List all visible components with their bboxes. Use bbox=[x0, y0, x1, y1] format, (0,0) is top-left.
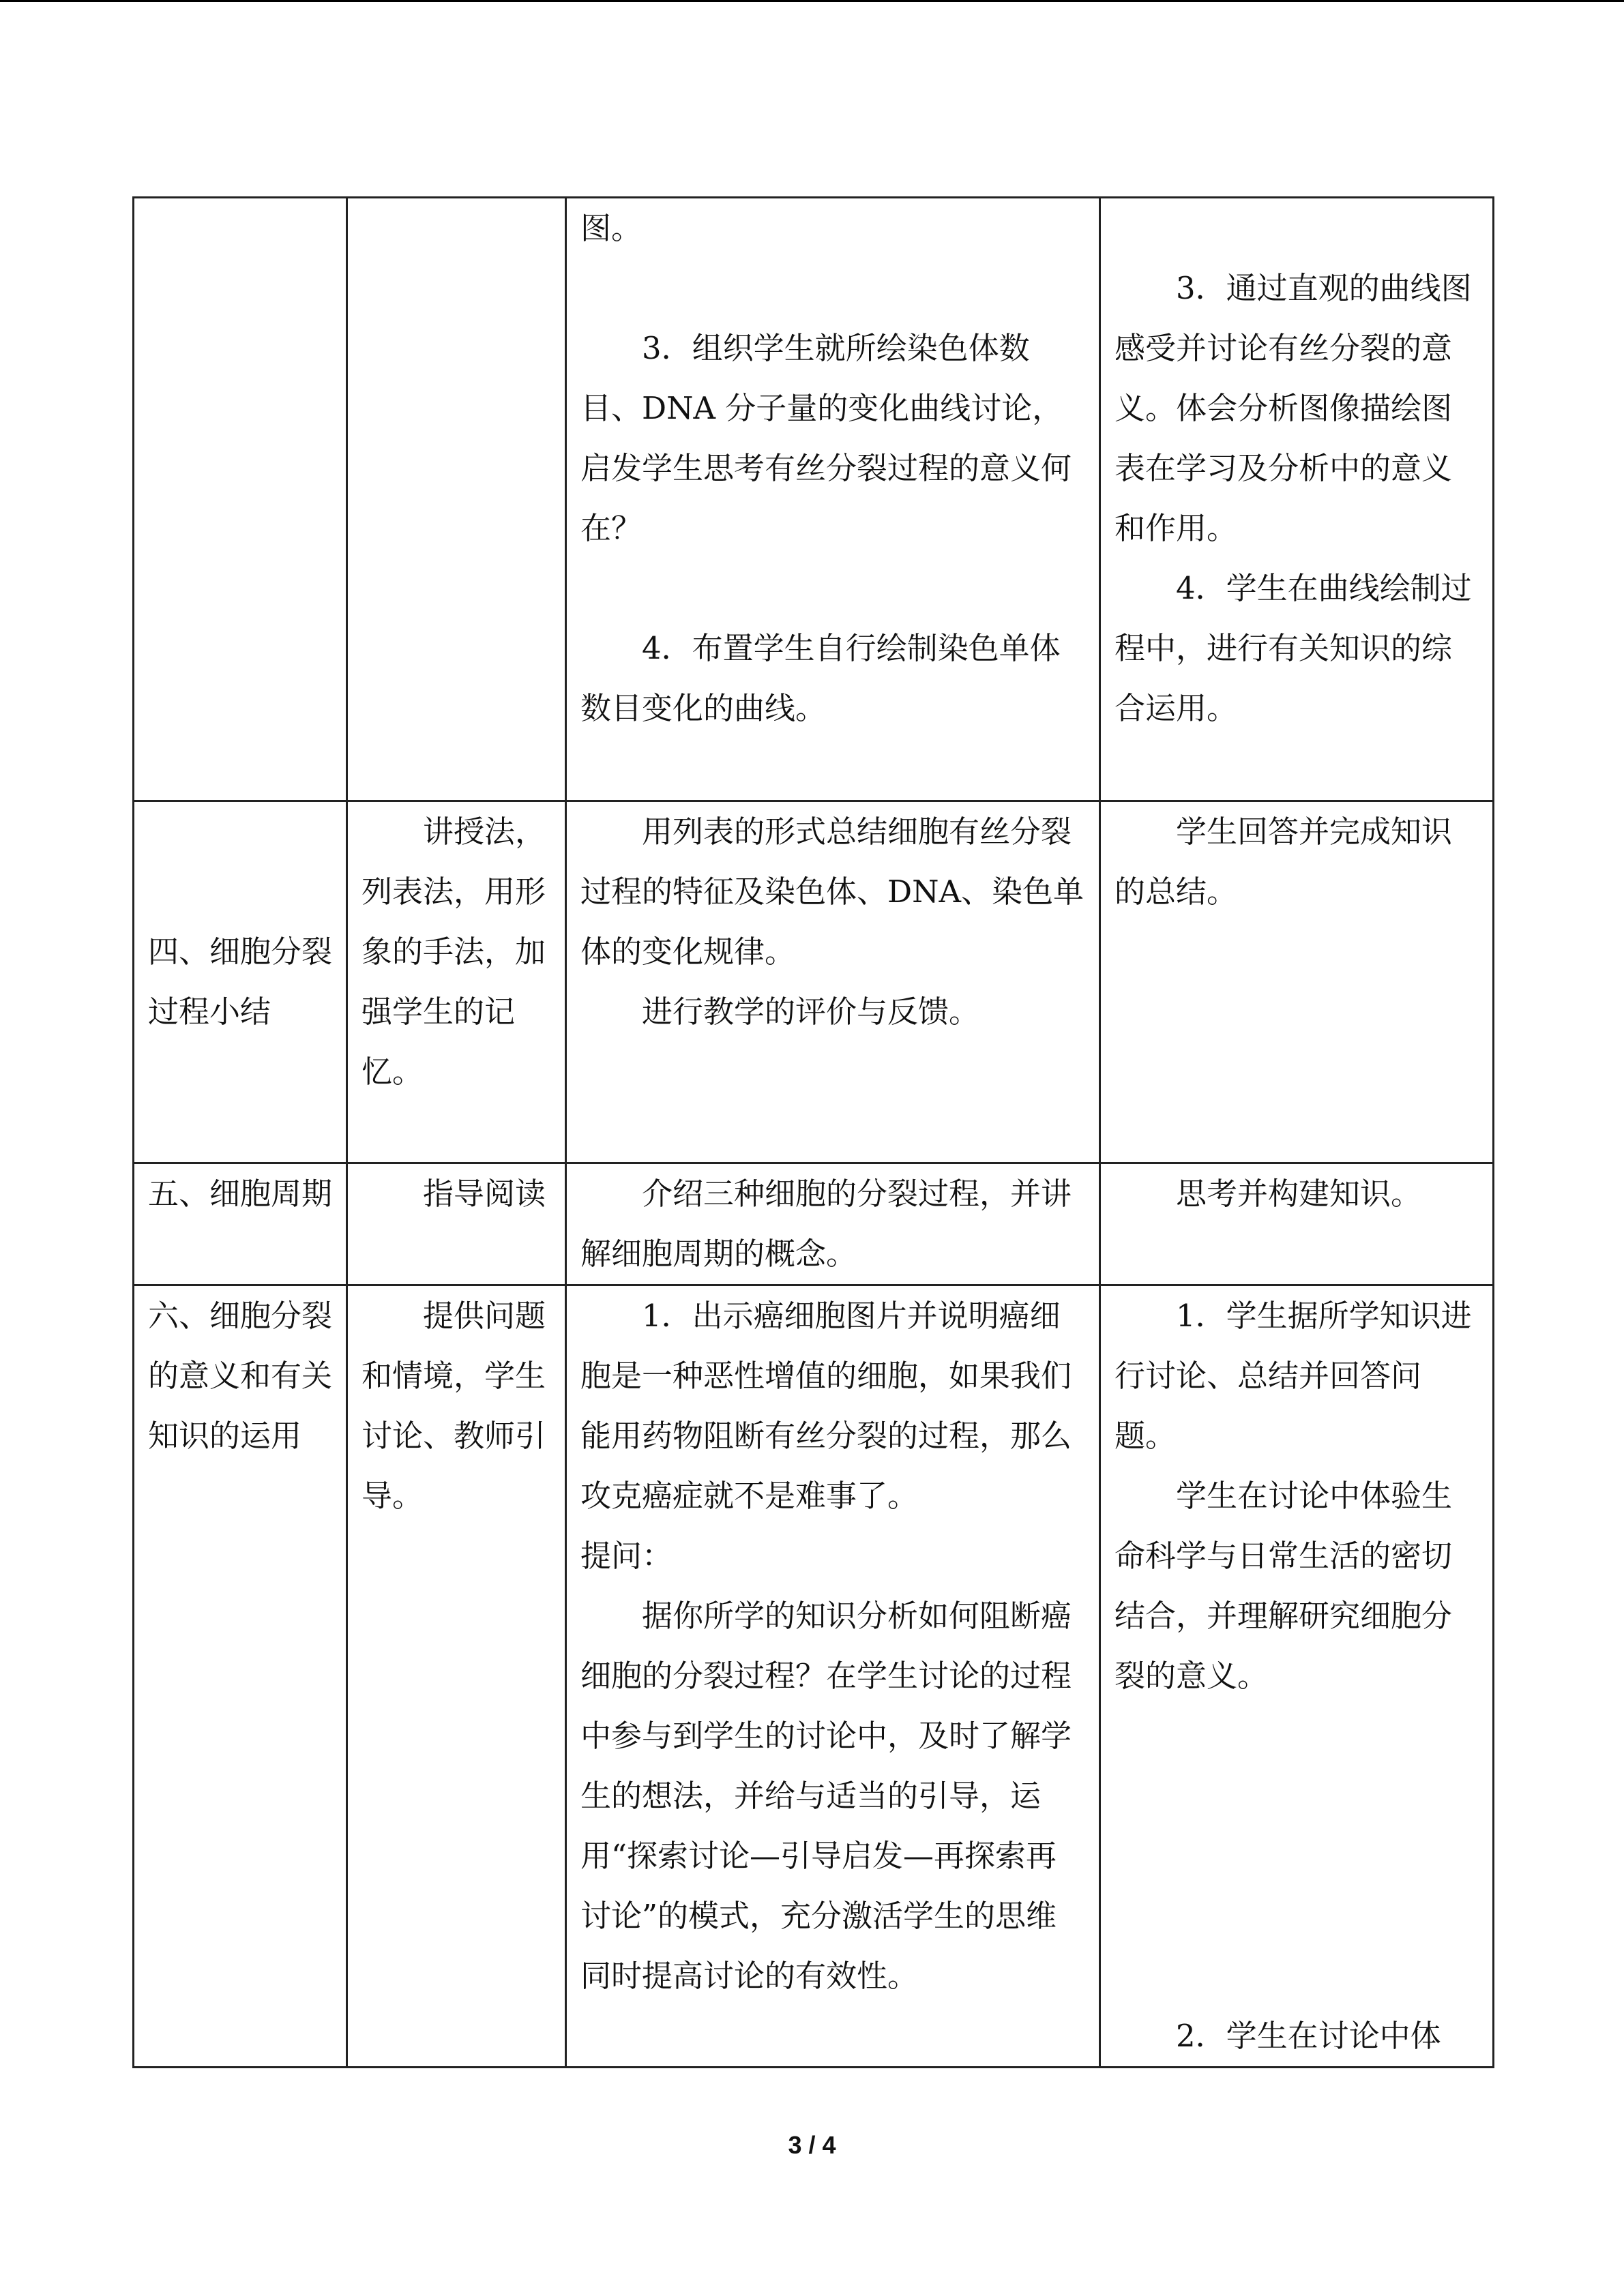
paragraph: 图。 bbox=[580, 210, 643, 246]
paragraph: 据你所学的知识分析如何阻断癌细胞的分裂过程？在学生讨论的过程中参与到学生的讨论中，及时了解学生的想法，并给与适当的引导，运用“探索讨论—引导启发—再探索再讨论”的模式，充分激活学生的思维同时提高讨论的有效性。 bbox=[580, 1598, 1072, 1994]
cell-stage bbox=[134, 1163, 347, 1285]
cell-method bbox=[347, 1285, 566, 2068]
cell-stage bbox=[134, 1285, 347, 2068]
paragraph: 介绍三种细胞的分裂过程，并讲解细胞周期的概念。 bbox=[580, 1176, 1072, 1272]
cell-student-activity bbox=[1100, 1285, 1494, 2068]
cell-teacher-activity bbox=[566, 1285, 1100, 2068]
cell-stage bbox=[134, 801, 347, 1163]
paragraph: 3．组织学生就所绘染色体数目、DNA 分子量的变化曲线讨论，启发学生思考有丝分裂过程的意义何在？ bbox=[580, 330, 1072, 546]
cell-teacher-activity bbox=[566, 198, 1100, 801]
cell-method bbox=[347, 1163, 566, 1285]
paragraph: 3．通过直观的曲线图感受并讨论有丝分裂的意义。体会分析图像描绘图表在学习及分析中的意义和作用。 bbox=[1114, 270, 1472, 546]
page-top-border bbox=[0, 0, 1624, 2]
blank-space bbox=[1114, 1706, 1479, 2006]
blank-line bbox=[580, 258, 1085, 318]
page-number: 3 / 4 bbox=[788, 2131, 836, 2159]
stage-title: 四、细胞分裂过程小结 bbox=[148, 934, 333, 1030]
method-text: 讲授法，列表法，用形象的手法，加强学生的记忆。 bbox=[361, 814, 546, 1090]
table-row bbox=[134, 198, 1494, 801]
paragraph: 4．布置学生自行绘制染色单体数目变化的曲线。 bbox=[580, 630, 1061, 726]
paragraph: 2．学生在讨论中体 bbox=[1176, 2018, 1441, 2054]
cell-student-activity bbox=[1100, 801, 1494, 1163]
table-row bbox=[134, 801, 1494, 1163]
stage-title: 五、细胞周期 bbox=[148, 1176, 333, 1212]
stage-title: 六、细胞分裂的意义和有关知识的运用 bbox=[148, 1298, 333, 1454]
paragraph: 1．学生据所学知识进行讨论、总结并回答问题。 bbox=[1114, 1298, 1472, 1454]
paragraph: 进行教学的评价与反馈。 bbox=[642, 994, 980, 1030]
cell-teacher-activity bbox=[566, 801, 1100, 1163]
table-row bbox=[134, 1285, 1494, 2068]
cell-student-activity bbox=[1100, 1163, 1494, 1285]
blank-line bbox=[1114, 198, 1479, 258]
paragraph: 学生在讨论中体验生命科学与日常生活的密切结合，并理解研究细胞分裂的意义。 bbox=[1114, 1478, 1453, 1694]
cell-stage bbox=[134, 198, 347, 801]
table-row bbox=[134, 1163, 1494, 1285]
cell-student-activity bbox=[1100, 198, 1494, 801]
method-text: 指导阅读 bbox=[423, 1176, 546, 1212]
method-text: 提供问题和情境，学生讨论、教师引导。 bbox=[361, 1298, 546, 1514]
lesson-plan-table bbox=[132, 196, 1494, 2068]
paragraph: 提问： bbox=[580, 1538, 673, 1574]
paragraph: 学生回答并完成知识的总结。 bbox=[1114, 814, 1453, 910]
paragraph: 用列表的形式总结细胞有丝分裂过程的特征及染色体、DNA、染色单体的变化规律。 bbox=[580, 814, 1084, 970]
blank-line bbox=[580, 558, 1085, 618]
cell-method bbox=[347, 801, 566, 1163]
paragraph: 4．学生在曲线绘制过程中，进行有关知识的综合运用。 bbox=[1114, 570, 1472, 726]
paragraph: 思考并构建知识。 bbox=[1176, 1176, 1422, 1212]
cell-method bbox=[347, 198, 566, 801]
paragraph: 1．出示癌细胞图片并说明癌细胞是一种恶性增值的细胞，如果我们能用药物阻断有丝分裂的过程，那么攻克癌症就不是难事了。 bbox=[580, 1298, 1072, 1514]
cell-teacher-activity bbox=[566, 1163, 1100, 1285]
